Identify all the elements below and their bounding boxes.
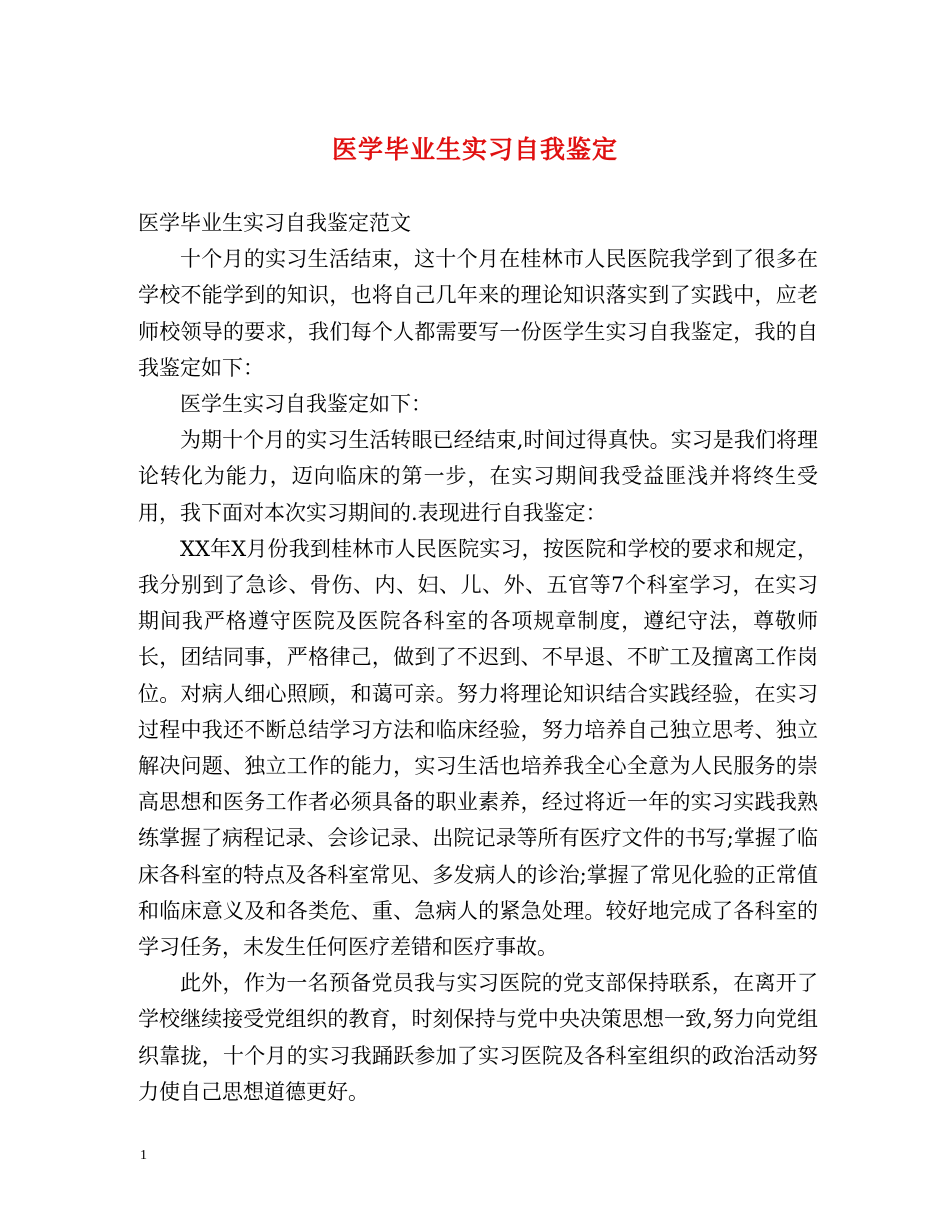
page-number: 1 [140,1148,147,1163]
paragraph-intro: 十个月的实习生活结束，这十个月在桂林市人民医院我学到了很多在学校不能学到的知识，也将自己几年来的理论知识落实到了实践中，应老师校领导的要求，我们每个人都需要写一份医学生实习自我鉴定，我的自我鉴定如下： [138,247,818,380]
paragraph-internship-details: XX年X月份我到桂林市人民医院实习，按医院和学校的要求和规定，我分别到了急诊、骨伤、内、妇、儿、外、五官等7个科室学习，在实习期间我严格遵守医院及医院各科室的各项规章制度，遵纪守法，尊敬师长，团结同事，严格律己，做到了不迟到、不早退、不旷工及擅离工作岗位。对病人细心照顾，和蔼可亲。努力将理论知识结合实践经验，在实习过程中我还不断总结学习方法和临床经验，努力培养自己独立思考、独立解决问题、独立工作的能力，实习生活也培养我全心全意为人民服务的崇高思想和医务工作者必须具备的职业素养，经过将近一年的实习实践我熟练掌握了病程记录、会诊记录、出院记录等所有医疗文件的书写;掌握了临床各科室的特点及各科室常见、多发病人的诊治;掌握了常见化验的正常值和临床意义及和各类危、重、急病人的紧急处理。较好地完成了各科室的学习任务，未发生任何医疗差错和医疗事故。 [138,536,818,960]
paragraph-lead-in: 医学生实习自我鉴定如下： [180,392,432,417]
document-subtitle: 医学毕业生实习自我鉴定范文 [138,211,411,235]
document-body [138,205,818,1110]
paragraph-overview: 为期十个月的实习生活转眼已经结束,时间过得真快。实习是我们将理论转化为能力，迈向临床的第一步，在实习期间我受益匪浅并将终生受用，我下面对本次实习期间的.表现进行自我鉴定： [138,428,818,525]
paragraph-party-activities: 此外，作为一名预备党员我与实习医院的党支部保持联系，在离开了学校继续接受党组织的教育，时刻保持与党中央决策思想一致,努力向党组织靠拢，十个月的实习我踊跃参加了实习医院及各科室组织的政治活动努力使自己思想道德更好。 [138,971,818,1104]
document-title: 医学毕业生实习自我鉴定 [331,135,618,164]
